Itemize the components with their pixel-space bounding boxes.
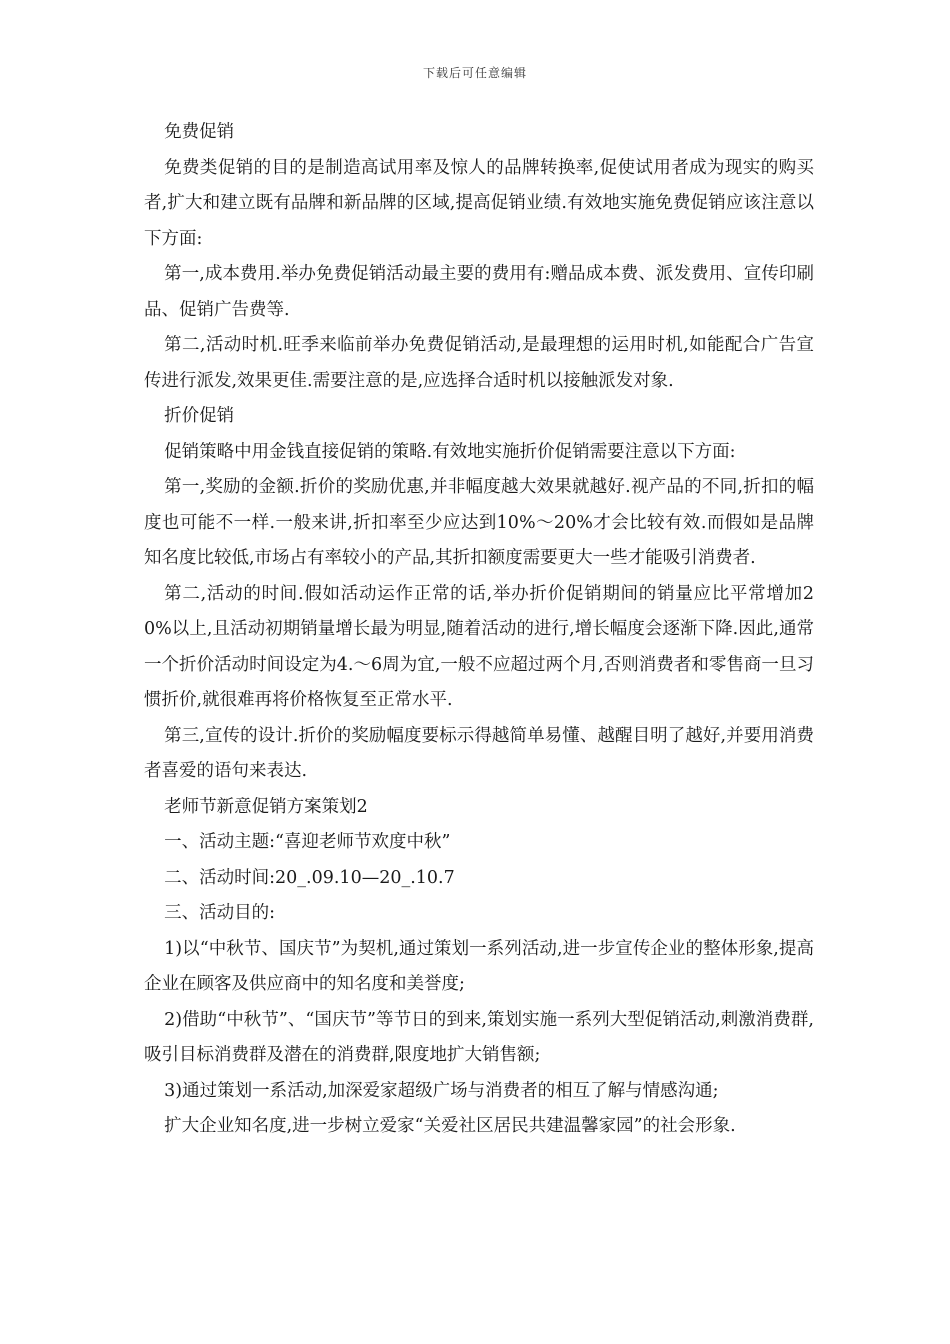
section-heading-discount-promotion: 折价促销	[164, 406, 235, 426]
paragraph-free-promotion-intro: 免费类促销的目的是制造高试用率及惊人的品牌转换率,促使试用者成为现实的购买者,扩大和建立既有品牌和新品牌的区域,提高促销业绩.有效地实施免费促销应该注意以下方面:	[144, 157, 814, 249]
paragraph-discount-intro: 促销策略中用金钱直接促销的策略.有效地实施折价促销需要注意以下方面:	[164, 441, 736, 462]
paragraph-activity-theme: 一、活动主题:“喜迎老师节欢度中秋”	[164, 832, 451, 852]
paragraph-discount-amount: 第一,奖励的金额.折价的奖励优惠,并非幅度越大效果就越好.视产品的不同,折扣的幅度也可能不一样.一般来讲,折扣率至少应达到10%～20%才会比较有效.而假如是品牌知名度比较低,市场占有率较小的产品,其折扣额度需要更大一些才能吸引消费者.	[144, 477, 814, 568]
paragraph-timing: 第二,活动时机.旺季来临前举办免费促销活动,是最理想的运用时机,如能配合广告宣传进行派发,效果更佳.需要注意的是,应选择合适时机以接触派发对象.	[144, 335, 814, 391]
paragraph-activity-time: 二、活动时间:20_.09.10—20_.10.7	[164, 867, 455, 888]
paragraph-purpose-3: 3)通过策划一系活动,加深爱家超级广场与消费者的相互了解与情感沟通;	[164, 1080, 719, 1101]
paragraph-discount-duration: 第二,活动的时间.假如活动运作正常的话,举办折价促销期间的销量应比平常增加20%以上,且活动初期销量增长最为明显,随着活动的进行,增长幅度会逐渐下降.因此,通常一个折价活动时间设定为4.～6周为宜,一般不应超过两个月,否则消费者和零售商一旦习惯折价,就很难再将价格恢复至正常水平.	[144, 583, 814, 710]
section-heading-free-promotion: 免费促销	[164, 122, 235, 142]
paragraph-purpose-4: 扩大企业知名度,进一步树立爱家“关爱社区居民共建温馨家园”的社会形象.	[164, 1116, 736, 1136]
paragraph-purpose-2: 2)借助“中秋节”、“国庆节”等节日的到来,策划实施一系列大型促销活动,刺激消费群,吸引目标消费群及潜在的消费群,限度地扩大销售额;	[144, 1009, 814, 1065]
page-header: 下载后可任意编辑	[422, 66, 527, 80]
paragraph-activity-purpose-heading: 三、活动目的:	[164, 903, 276, 923]
paragraph-purpose-1: 1)以“中秋节、国庆节”为契机,通过策划一系列活动,进一步宣传企业的整体形象,提高企业在顾客及供应商中的知名度和美誉度;	[144, 938, 814, 994]
paragraph-discount-design: 第三,宣传的设计.折价的奖励幅度要标示得越简单易懂、越醒目明了越好,并要用消费者喜爱的语句来表达.	[144, 725, 814, 781]
paragraph-cost: 第一,成本费用.举办免费促销活动最主要的费用有:赠品成本费、派发费用、宣传印刷品、促销广告费等.	[144, 264, 814, 320]
document-body	[144, 115, 814, 1145]
section-heading-teachers-day-plan: 老师节新意促销方案策划2	[164, 796, 368, 817]
